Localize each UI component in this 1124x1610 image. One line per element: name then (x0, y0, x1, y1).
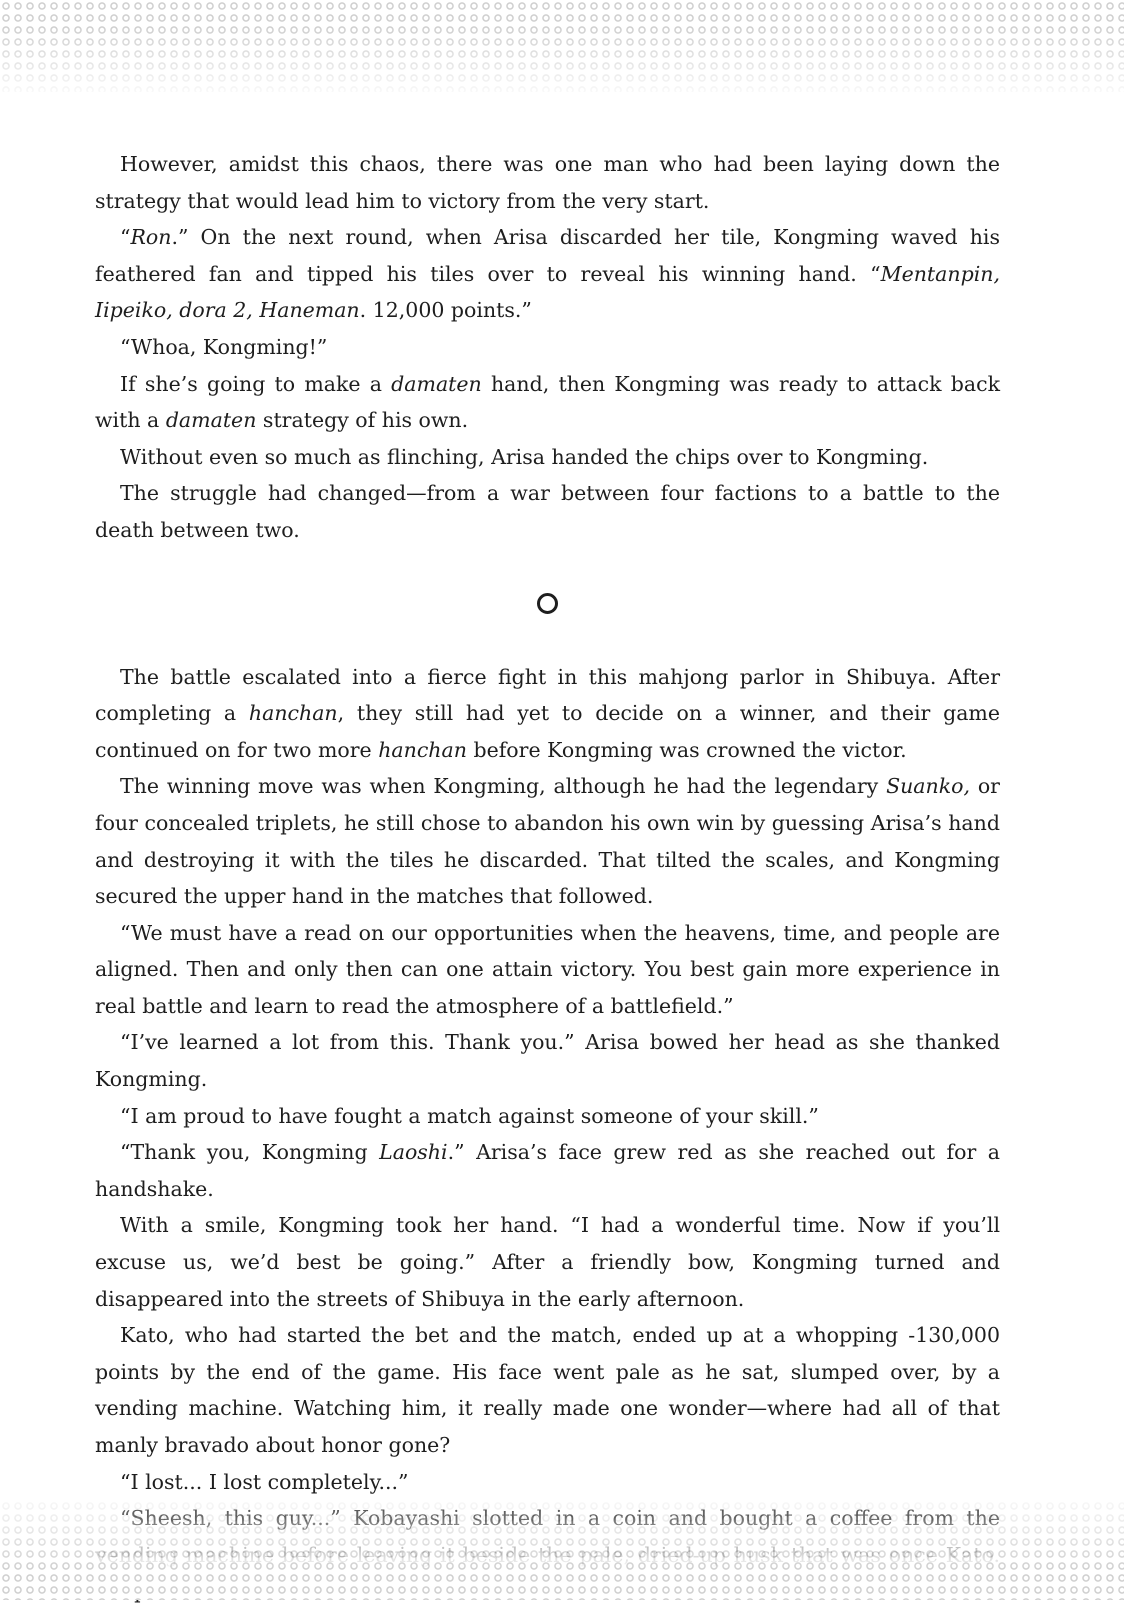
italic-term: damaten (165, 408, 257, 433)
circle-divider-icon (537, 593, 558, 614)
italic-term: Suanko, (886, 774, 971, 799)
italic-term: Laoshi (379, 1140, 448, 1165)
paragraph: “Thank you, Kongming Laoshi.” Arisa’s face grew red as she reached out for a handshake. (95, 1140, 1000, 1201)
paragraph: “Whoa, Kongming!” (120, 334, 328, 359)
section-two (95, 659, 1000, 1610)
page-text (95, 146, 1000, 1610)
paragraph: With a smile, Kongming took her hand. “I had a wonderful time. Now if you’ll excuse us, we’d best be going.” After a friendly bow, Kongming turned and disappeared into the streets of Shibuya in the early afternoon. (95, 1213, 1000, 1311)
decorative-pattern-top (0, 0, 1124, 92)
paragraph: “I lost... I lost completely...” (120, 1469, 409, 1494)
italic-term: Mentanpin, Iipeiko, dora 2, Haneman (95, 261, 1000, 323)
italic-term: Ron (130, 225, 172, 250)
decorative-pattern-bottom (0, 1500, 1124, 1600)
paragraph: “I’ve learned a lot from this. Thank you.” Arisa bowed her head as she thanked Kongming. (95, 1030, 1000, 1092)
paragraph: The battle escalated into a fierce fight in this mahjong parlor in Shibuya. After completing a hanchan, they still had yet to decide on a winner, and their game continued on for two more hanchan before Kongming was crowned the victor. (95, 664, 1000, 762)
italic-term: damaten (391, 371, 482, 396)
paragraph: Kato, who had started the bet and the match, ended up at a whopping -130,000 points by the end of the game. His face went pale as he sat, slumped over, by a vending machine. Watching him, it really made one wonder—where had all of that manly bravado about honor gone? (95, 1323, 1000, 1457)
paragraph: The winning move was when Kongming, although he had the legendary Suanko, or four concealed triplets, he still chose to abandon his own win by guessing Arisa’s hand and destroying it with the tiles he discarded. That tilted the scales, and Kongming secured the upper hand in the matches that followed. (95, 774, 1000, 909)
paragraph: “We must have a read on our opportunities when the heavens, time, and people are aligned. Then and only then can one attain victory. You best gain more experience in real battle and learn to read the atmosphere of a battlefield.” (95, 920, 1000, 1018)
paragraph: Without even so much as flinching, Arisa handed the chips over to Kongming. (120, 444, 929, 469)
italic-term: hanchan (378, 737, 467, 762)
paragraph: If she’s going to make a damaten hand, then Kongming was ready to attack back with a damaten strategy of his own. (95, 371, 1000, 433)
italic-term: hanchan (248, 701, 338, 726)
paragraph: “Ron.” On the next round, when Arisa discarded her tile, Kongming waved his feathered fan and tipped his tiles over to reveal his winning hand. “Mentanpin, Iipeiko, dora 2, Haneman. 12,000 points.” (95, 225, 1000, 323)
section-one (95, 146, 1000, 549)
section-divider (95, 549, 1000, 659)
paragraph: However, amidst this chaos, there was one man who had been laying down the strategy that would lead him to victory from the very start. (95, 152, 1000, 213)
paragraph: The struggle had changed—from a war between four factions to a battle to the death between two. (95, 481, 1000, 542)
paragraph: “I am proud to have fought a match against someone of your skill.” (120, 1103, 819, 1128)
